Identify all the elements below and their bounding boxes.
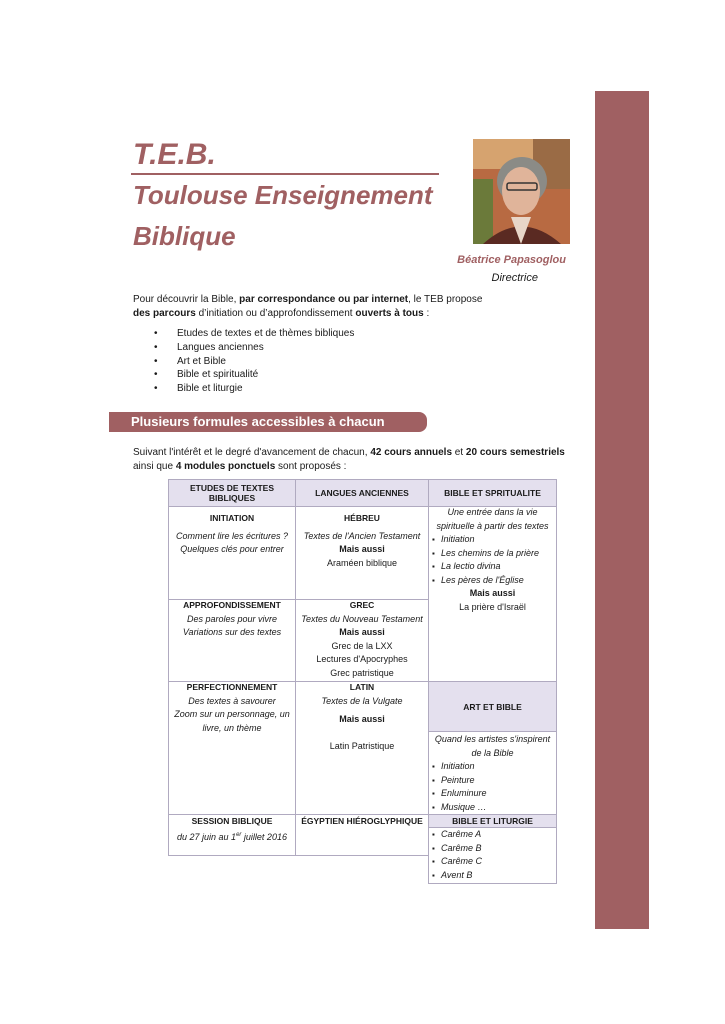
sidebar-band: [595, 91, 649, 929]
list-item: • Art et Bible: [152, 355, 354, 369]
list-item: ▪ Initiation: [432, 760, 553, 774]
intro-paragraph: Pour découvrir la Bible, par correspondance ou par internet, le TEB propose des parcours d’initiation ou d’approfondissement ouverts à tous :: [133, 294, 483, 319]
list-item: • Langues anciennes: [152, 341, 354, 355]
grec-line-2: Grec de la LXX: [331, 640, 393, 651]
hebreu-also: Mais aussi: [339, 544, 385, 554]
director-photo: [473, 139, 570, 244]
session-dates: du 27 juin au 1er juillet 2016: [177, 831, 287, 842]
lead-paragraph: Suivant l'intérêt et le degré d'avancement de chacun, 42 cours annuels et 20 cours semestriels ainsi que 4 modules ponctuels sont proposés :: [133, 447, 565, 472]
list-item: ▪ Carême A: [432, 828, 553, 842]
list-item: ▪ Les chemins de la prière: [432, 547, 553, 561]
section-banner: [109, 412, 427, 432]
header-art-bible: ART ET BIBLE: [428, 681, 557, 732]
session-title: SESSION BIBLIQUE: [191, 816, 273, 826]
col-header-langues: LANGUES ANCIENNES: [295, 479, 429, 507]
grec-title: GREC: [349, 600, 375, 610]
spirit-intro-1: Une entrée dans la vie: [447, 507, 538, 517]
spirit-list: [432, 533, 553, 587]
col-header-spiritualite: BIBLE ET SPRITUALITE: [428, 479, 557, 507]
grec-also: Mais aussi: [339, 627, 385, 637]
spirit-extra: La prière d'Israël: [459, 601, 526, 612]
list-item: • Bible et liturgie: [152, 382, 354, 396]
list-item: ▪ Carême C: [432, 855, 553, 869]
approf-line-1: Des paroles pour vivre: [186, 613, 278, 624]
perf-line-3: livre, un thème: [202, 722, 262, 733]
art-intro-1: Quand les artistes s'inspirent: [434, 734, 551, 744]
hebreu-line-1: Textes de l'Ancien Testament: [303, 530, 421, 541]
art-intro-2: de la Bible: [471, 747, 514, 758]
col-header-etudes: ETUDES DE TEXTES BIBLIQUES: [168, 479, 296, 507]
banner-label: Plusieurs formules accessibles à chacun: [131, 414, 385, 429]
approf-title: APPROFONDISSEMENT: [183, 600, 281, 610]
initiation-title: INITIATION: [209, 513, 255, 523]
grec-line-3: Lectures d'Apocryphes: [316, 654, 408, 664]
spirit-intro-2: spirituelle à partir des textes: [436, 520, 549, 531]
list-item: ▪ Musique …: [432, 801, 553, 815]
hebreu-line-2: Araméen biblique: [326, 557, 398, 568]
grec-line-4: Grec patristique: [330, 667, 394, 678]
initiation-line-1: Comment lire les écritures ?: [175, 530, 289, 541]
title-line-3: Biblique: [133, 221, 236, 251]
list-item: ▪ Avent B: [432, 869, 553, 883]
list-item: ▪ Peinture: [432, 774, 553, 788]
list-item: ▪ Enluminure: [432, 787, 553, 801]
latin-line-2: Latin Patristique: [329, 740, 395, 751]
director-name: Béatrice Papasoglou: [457, 254, 566, 266]
art-list: [432, 760, 553, 814]
approf-line-2: Variations sur des textes: [182, 627, 282, 637]
latin-also: Mais aussi: [339, 714, 385, 724]
liturgie-list: [432, 828, 553, 882]
perf-line-2: Zoom sur un personnage, un: [174, 709, 290, 719]
egyptien-title: ÉGYPTIEN HIÉROGLYPHIQUE: [301, 816, 423, 826]
spirit-also: Mais aussi: [469, 588, 516, 598]
perf-title: PERFECTIONNEMENT: [186, 682, 278, 692]
list-item: • Bible et spiritualité: [152, 368, 354, 382]
title-underline: [131, 173, 439, 175]
latin-title: LATIN: [349, 682, 375, 692]
list-item: • Etudes de textes et de thèmes bibliques: [152, 327, 354, 341]
title-line-2: Toulouse Enseignement: [133, 180, 433, 210]
latin-line-1: Textes de la Vulgate: [321, 695, 403, 706]
header-liturgie: BIBLE ET LITURGIE: [428, 814, 557, 828]
perf-line-1: Des textes à savourer: [188, 695, 276, 706]
hebreu-title: HÉBREU: [344, 513, 380, 523]
title-acronym: T.E.B.: [133, 138, 216, 171]
initiation-line-2: Quelques clés pour entrer: [180, 544, 284, 554]
director-role: Directrice: [491, 272, 538, 284]
list-item: ▪ Carême B: [432, 842, 553, 856]
list-item: ▪ La lectio divina: [432, 560, 553, 574]
list-item: ▪ Initiation: [432, 533, 553, 547]
topics-list: [152, 327, 354, 396]
grec-line-1: Textes du Nouveau Testament: [301, 613, 423, 624]
list-item: ▪ Les pères de l'Église: [432, 574, 553, 588]
